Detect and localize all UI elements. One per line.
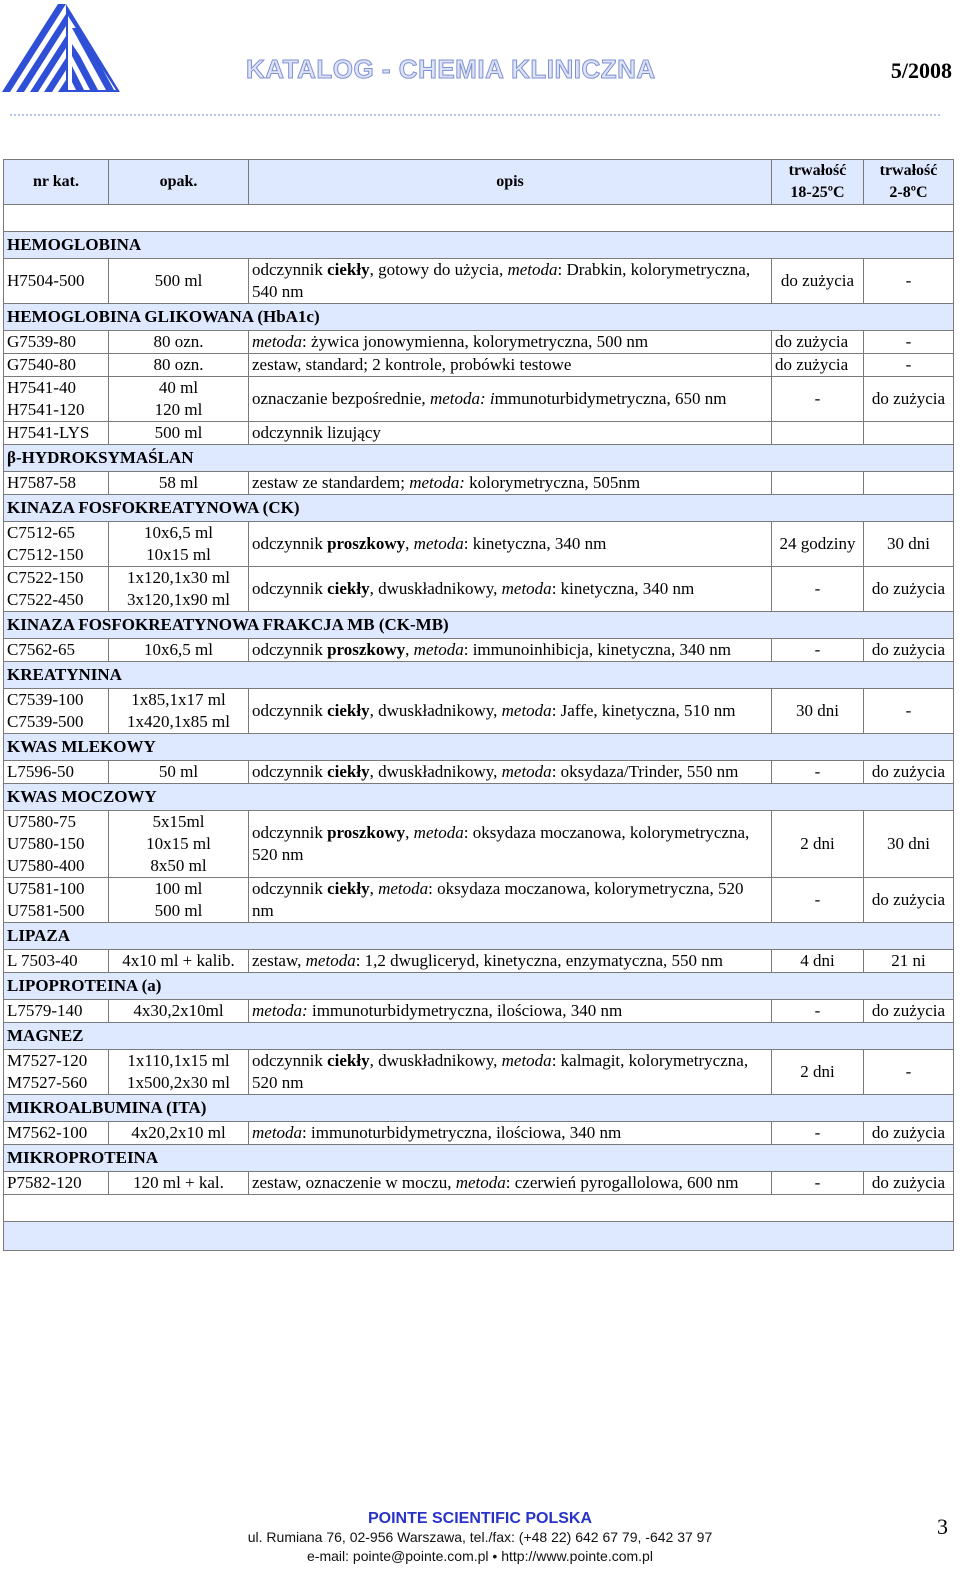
- product-row: [4, 689, 954, 734]
- product-row: [4, 472, 954, 495]
- description-part: odczynnik lizujący: [252, 423, 381, 442]
- stability-room-temp: -: [772, 1122, 864, 1145]
- header-package: opak.: [109, 160, 249, 205]
- description-part: zestaw ze standardem;: [252, 473, 410, 492]
- footer-contact: e-mail: pointe@pointe.com.pl • http://www.pointe.com.pl: [307, 1548, 653, 1564]
- stability-room-temp: 4 dni: [772, 950, 864, 973]
- catalog-number: [4, 639, 109, 662]
- section-row: [4, 304, 954, 331]
- line: 500 ml: [154, 901, 203, 920]
- product-row: [4, 331, 954, 354]
- description-part: ciekły: [327, 879, 370, 898]
- package-size: [109, 422, 249, 445]
- description: [249, 331, 772, 354]
- description-part: metoda: [413, 640, 464, 659]
- section-title: LIPAZA: [4, 923, 954, 950]
- section-row: [4, 923, 954, 950]
- stability-room-temp: -: [772, 761, 864, 784]
- catalog-number: [4, 422, 109, 445]
- package-size: [109, 689, 249, 734]
- header-description: opis: [249, 160, 772, 205]
- line: C7522-150: [7, 568, 84, 587]
- line: L7596-50: [7, 762, 75, 781]
- package-size: [109, 1122, 249, 1145]
- line: U7580-75: [7, 812, 76, 831]
- catalog-number: [4, 259, 109, 304]
- section-title: KREATYNINA: [4, 662, 954, 689]
- catalog-number: [4, 1122, 109, 1145]
- description: [249, 878, 772, 923]
- catalog-number: [4, 567, 109, 612]
- section-row: [4, 232, 954, 259]
- footer-address: ul. Rumiana 76, 02-956 Warszawa, tel./fax: (+48 22) 642 67 79, -642 37 97: [247, 1529, 713, 1545]
- description-part: , gotowy do użycia,: [369, 260, 508, 279]
- package-size: [109, 259, 249, 304]
- line: 10x15 ml: [146, 545, 211, 564]
- package-size: [109, 472, 249, 495]
- blank-cell: [4, 1222, 954, 1251]
- line: 1x110,1x15 ml: [127, 1051, 230, 1070]
- line: C7512-150: [7, 545, 84, 564]
- catalog-table: [3, 159, 954, 1251]
- stability-fridge: -: [864, 259, 954, 304]
- table-header-row: [4, 160, 954, 205]
- section-title: β-HYDROKSYMAŚLAN: [4, 445, 954, 472]
- line: 80 ozn.: [153, 332, 204, 351]
- line: 40 ml: [158, 378, 199, 397]
- stability-room-temp: 2 dni: [772, 1050, 864, 1095]
- line: 1x120,1x30 ml: [127, 568, 230, 587]
- description-part: : immunoturbidymetryczna, ilościowa, 340 nm: [302, 1123, 622, 1142]
- section-title: MIKROALBUMINA (ITA): [4, 1095, 954, 1122]
- catalog-number: [4, 377, 109, 422]
- line: 10x15 ml: [146, 834, 211, 853]
- description-part: ciekły: [327, 762, 370, 781]
- line: H7587-58: [7, 473, 76, 492]
- description-part: ,: [405, 823, 414, 842]
- line: U7580-400: [7, 856, 85, 875]
- description-part: kolorymetryczna, 505nm: [464, 473, 641, 492]
- header-stability-fridge-l1: trwałość: [879, 162, 938, 179]
- description-part: , dwuskładnikowy,: [369, 762, 502, 781]
- stability-fridge: do zużycia: [864, 1000, 954, 1023]
- package-size: [109, 567, 249, 612]
- description-part: odczynnik: [252, 579, 328, 598]
- line: 50 ml: [158, 762, 199, 781]
- description-part: metoda: [413, 534, 464, 553]
- description: [249, 950, 772, 973]
- line: 120 ml + kal.: [133, 1173, 224, 1192]
- description-part: metoda: [507, 260, 558, 279]
- section-title: KWAS MLEKOWY: [4, 734, 954, 761]
- line: U7580-150: [7, 834, 85, 853]
- description: [249, 567, 772, 612]
- line: M7527-560: [7, 1073, 88, 1092]
- line: P7582-120: [7, 1173, 82, 1192]
- line: G7539-80: [7, 332, 76, 351]
- package-size: [109, 1050, 249, 1095]
- section-row: [4, 445, 954, 472]
- description-part: metoda:: [409, 473, 465, 492]
- header-catalog-number: nr kat.: [4, 160, 109, 205]
- product-row: [4, 354, 954, 377]
- description: [249, 811, 772, 878]
- description: [249, 522, 772, 567]
- package-size: [109, 950, 249, 973]
- description-part: : kinetyczna, 340 nm: [551, 579, 695, 598]
- table-footer-band: [4, 1222, 954, 1251]
- description-part: ciekły: [327, 260, 370, 279]
- catalog-number: [4, 950, 109, 973]
- line: H7541-40: [7, 378, 76, 397]
- product-row: [4, 811, 954, 878]
- section-row: [4, 1023, 954, 1050]
- description-part: immunoturbidymetryczna, ilościowa, 340 nm: [307, 1001, 623, 1020]
- description: [249, 761, 772, 784]
- blank-cell: [4, 205, 954, 232]
- blank-row: [4, 1195, 954, 1222]
- line: 10x6,5 ml: [144, 523, 213, 542]
- description-part: odczynnik: [252, 879, 328, 898]
- description-part: zestaw,: [252, 951, 306, 970]
- stability-fridge: [864, 472, 954, 495]
- stability-fridge: do zużycia: [864, 761, 954, 784]
- description-part: , dwuskładnikowy,: [369, 579, 502, 598]
- package-size: [109, 639, 249, 662]
- line: L7579-140: [7, 1001, 83, 1020]
- stability-fridge: -: [864, 1050, 954, 1095]
- product-row: [4, 377, 954, 422]
- product-row: [4, 1050, 954, 1095]
- description: [249, 639, 772, 662]
- package-size: [109, 331, 249, 354]
- description-part: mmunoturbidymetryczna, 650 nm: [494, 389, 727, 408]
- section-row: [4, 734, 954, 761]
- description-part: metoda: [501, 579, 552, 598]
- description: [249, 1050, 772, 1095]
- catalog-number: [4, 1050, 109, 1095]
- stability-fridge: do zużycia: [864, 878, 954, 923]
- line: C7562-65: [7, 640, 75, 659]
- description: [249, 354, 772, 377]
- description-part: metoda: [455, 1173, 506, 1192]
- description-part: odczynnik: [252, 534, 328, 553]
- package-size: [109, 878, 249, 923]
- description-part: metoda: i: [429, 389, 495, 408]
- line: 3x120,1x90 ml: [127, 590, 230, 609]
- header-stability-room-l2: 18-25ºC: [790, 184, 845, 201]
- catalog-number: [4, 689, 109, 734]
- line: 100 ml: [154, 879, 203, 898]
- description-part: ,: [369, 879, 379, 898]
- package-size: [109, 354, 249, 377]
- line: 58 ml: [158, 473, 199, 492]
- description-part: : Jaffe, kinetyczna, 510 nm: [551, 701, 736, 720]
- line: 4x30,2x10ml: [133, 1001, 224, 1020]
- line: 120 ml: [154, 400, 203, 419]
- section-row: [4, 662, 954, 689]
- stability-fridge: [864, 422, 954, 445]
- stability-fridge: do zużycia: [864, 1122, 954, 1145]
- description-part: proszkowy: [327, 640, 406, 659]
- description-part: : kinetyczna, 340 nm: [463, 534, 607, 553]
- line: M7562-100: [7, 1123, 88, 1142]
- package-size: [109, 1000, 249, 1023]
- description-part: odczynnik: [252, 701, 328, 720]
- stability-room-temp: -: [772, 377, 864, 422]
- line: 5x15ml: [152, 812, 205, 831]
- line: H7541-LYS: [7, 423, 90, 442]
- description-part: proszkowy: [327, 823, 406, 842]
- package-size: [109, 377, 249, 422]
- stability-room-temp: [772, 422, 864, 445]
- section-title: HEMOGLOBINA: [4, 232, 954, 259]
- line: H7504-500: [7, 271, 85, 290]
- line: 1x420,1x85 ml: [127, 712, 230, 731]
- footer-company: POINTE SCIENTIFIC POLSKA: [367, 1510, 592, 1527]
- catalog-title: KATALOG - CHEMIA KLINICZNA: [246, 54, 656, 84]
- section-row: [4, 1095, 954, 1122]
- description-part: : oksydaza/Trinder, 550 nm: [551, 762, 739, 781]
- description: [249, 472, 772, 495]
- stability-room-temp: -: [772, 878, 864, 923]
- catalog-number: [4, 331, 109, 354]
- stability-room-temp: -: [772, 639, 864, 662]
- company-logo: [2, 4, 120, 94]
- product-row: [4, 422, 954, 445]
- description-part: metoda: [413, 823, 464, 842]
- description-part: metoda: [252, 332, 303, 351]
- line: 80 ozn.: [153, 355, 204, 374]
- header-stability-fridge-l2: 2-8ºC: [889, 184, 928, 201]
- line: 4x20,2x10 ml: [131, 1123, 226, 1142]
- stability-room-temp: do zużycia: [772, 331, 864, 354]
- line: G7540-80: [7, 355, 76, 374]
- stability-room-temp: do zużycia: [772, 354, 864, 377]
- stability-room-temp: -: [772, 567, 864, 612]
- description-part: ciekły: [327, 1051, 370, 1070]
- description-part: : żywica jonowymienna, kolorymetryczna, 500 nm: [302, 332, 649, 351]
- stability-fridge: do zużycia: [864, 1172, 954, 1195]
- product-row: [4, 1122, 954, 1145]
- description-part: ciekły: [327, 701, 370, 720]
- description: [249, 689, 772, 734]
- description-part: zestaw, oznaczenie w moczu,: [252, 1173, 456, 1192]
- description-part: odczynnik: [252, 1051, 328, 1070]
- product-row: [4, 639, 954, 662]
- description: [249, 259, 772, 304]
- section-title: MIKROPROTEINA: [4, 1145, 954, 1172]
- description-part: metoda: [501, 1051, 552, 1070]
- description: [249, 422, 772, 445]
- line: 10x6,5 ml: [144, 640, 213, 659]
- stability-fridge: do zużycia: [864, 377, 954, 422]
- catalog-number: [4, 1172, 109, 1195]
- description-part: : oksydaza moczanowa, kolorymetryczna, 520 nm: [252, 823, 750, 864]
- page-number: 3: [937, 1514, 948, 1539]
- line: 8x50 ml: [150, 856, 207, 875]
- package-size: [109, 522, 249, 567]
- package-size: [109, 811, 249, 878]
- line: 500 ml: [154, 423, 203, 442]
- header-stability-room-l1: trwałość: [788, 162, 847, 179]
- section-row: [4, 784, 954, 811]
- section-title: MAGNEZ: [4, 1023, 954, 1050]
- product-row: [4, 567, 954, 612]
- product-row: [4, 1000, 954, 1023]
- stability-room-temp: 30 dni: [772, 689, 864, 734]
- stability-fridge: -: [864, 331, 954, 354]
- catalog-number: [4, 354, 109, 377]
- stability-fridge: -: [864, 689, 954, 734]
- line: 4x10 ml + kalib.: [122, 951, 235, 970]
- catalog-number: [4, 522, 109, 567]
- stability-fridge: 30 dni: [864, 811, 954, 878]
- description-part: metoda: [378, 879, 429, 898]
- description-part: : immunoinhibicja, kinetyczna, 340 nm: [463, 640, 731, 659]
- header-divider: [10, 114, 940, 116]
- stability-fridge: 21 ni: [864, 950, 954, 973]
- description-part: : czerwień pyrogallolowa, 600 nm: [505, 1173, 739, 1192]
- description: [249, 1122, 772, 1145]
- description-part: metoda: [252, 1123, 303, 1142]
- product-row: [4, 259, 954, 304]
- description: [249, 1000, 772, 1023]
- line: H7541-120: [7, 400, 85, 419]
- description-part: odczynnik: [252, 640, 328, 659]
- section-title: KINAZA FOSFOKREATYNOWA FRAKCJA MB (CK-MB): [4, 612, 954, 639]
- catalog-number: [4, 761, 109, 784]
- description-part: : Drabkin, kolorymetryczna, 540 nm: [252, 260, 751, 301]
- catalog-number: [4, 1000, 109, 1023]
- catalog-number: [4, 878, 109, 923]
- line: C7539-500: [7, 712, 84, 731]
- section-title: LIPOPROTEINA (a): [4, 973, 954, 1000]
- stability-fridge: 30 dni: [864, 522, 954, 567]
- description-part: odczynnik: [252, 260, 328, 279]
- section-row: [4, 973, 954, 1000]
- section-row: [4, 612, 954, 639]
- package-size: [109, 761, 249, 784]
- description-part: metoda: [501, 762, 552, 781]
- section-row: [4, 495, 954, 522]
- line: 500 ml: [154, 271, 203, 290]
- description-part: zestaw, standard; 2 kontrole, probówki testowe: [252, 355, 572, 374]
- stability-fridge: do zużycia: [864, 567, 954, 612]
- description-part: ciekły: [327, 579, 370, 598]
- stability-room-temp: -: [772, 1172, 864, 1195]
- product-row: [4, 878, 954, 923]
- section-title: KINAZA FOSFOKREATYNOWA (CK): [4, 495, 954, 522]
- stability-fridge: -: [864, 354, 954, 377]
- description-part: metoda: [305, 951, 356, 970]
- stability-room-temp: 24 godziny: [772, 522, 864, 567]
- package-size: [109, 1172, 249, 1195]
- section-title: KWAS MOCZOWY: [4, 784, 954, 811]
- description-part: : kalmagit, kolorymetryczna, 520 nm: [252, 1051, 749, 1092]
- stability-room-temp: -: [772, 1000, 864, 1023]
- section-row: [4, 1145, 954, 1172]
- line: C7512-65: [7, 523, 75, 542]
- blank-cell: [4, 1195, 954, 1222]
- product-row: [4, 950, 954, 973]
- description-part: oznaczanie bezpośrednie,: [252, 389, 430, 408]
- description-part: , dwuskładnikowy,: [369, 701, 502, 720]
- description: [249, 1172, 772, 1195]
- description-part: odczynnik: [252, 762, 328, 781]
- line: M7527-120: [7, 1051, 88, 1070]
- header-stability-fridge: [864, 160, 954, 205]
- product-row: [4, 522, 954, 567]
- description-part: : oksydaza moczanowa, kolorymetryczna, 520 nm: [252, 879, 744, 920]
- description-part: ,: [405, 534, 414, 553]
- description-part: ,: [405, 640, 414, 659]
- line: C7539-100: [7, 690, 84, 709]
- description-part: proszkowy: [327, 534, 406, 553]
- line: U7581-100: [7, 879, 85, 898]
- catalog-number: [4, 811, 109, 878]
- issue-number: 5/2008: [890, 58, 952, 83]
- catalog-number: [4, 472, 109, 495]
- description-part: , dwuskładnikowy,: [369, 1051, 502, 1070]
- stability-room-temp: do zużycia: [772, 259, 864, 304]
- description: [249, 377, 772, 422]
- description-part: odczynnik: [252, 823, 328, 842]
- stability-room-temp: 2 dni: [772, 811, 864, 878]
- line: U7581-500: [7, 901, 85, 920]
- product-row: [4, 1172, 954, 1195]
- stability-room-temp: [772, 472, 864, 495]
- line: L 7503-40: [7, 951, 78, 970]
- line: 1x85,1x17 ml: [131, 690, 226, 709]
- description-part: metoda:: [252, 1001, 308, 1020]
- header-stability-room: [772, 160, 864, 205]
- blank-row: [4, 205, 954, 232]
- description-part: metoda: [501, 701, 552, 720]
- section-title: HEMOGLOBINA GLIKOWANA (HbA1c): [4, 304, 954, 331]
- description-part: : 1,2 dwugliceryd, kinetyczna, enzymatyczna, 550 nm: [355, 951, 723, 970]
- line: C7522-450: [7, 590, 84, 609]
- stability-fridge: do zużycia: [864, 639, 954, 662]
- line: 1x500,2x30 ml: [127, 1073, 230, 1092]
- product-row: [4, 761, 954, 784]
